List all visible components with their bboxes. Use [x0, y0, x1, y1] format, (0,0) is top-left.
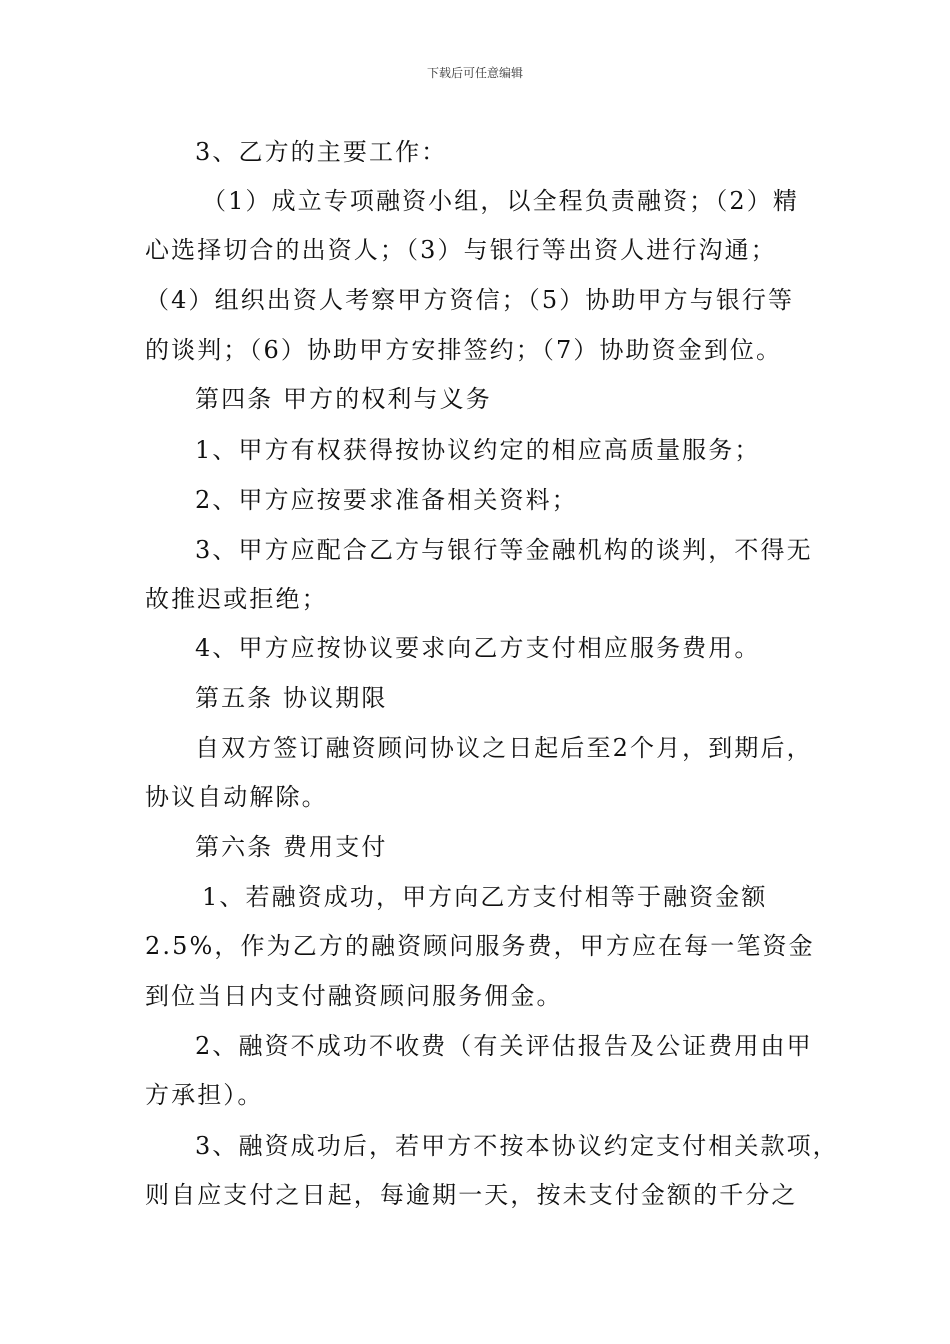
- body-line: （1）成立专项融资小组，以全程负责融资；（2）精: [202, 187, 799, 215]
- body-line: 故推迟或拒绝；: [145, 585, 328, 613]
- body-line: 协议自动解除。: [145, 783, 328, 811]
- body-line: 3、乙方的主要工作：: [195, 138, 448, 166]
- body-line: 自双方签订融资顾问协议之日起后至2个月，到期后，: [195, 734, 813, 762]
- body-line: 心选择切合的出资人；（3）与银行等出资人进行沟通；: [145, 236, 777, 264]
- body-line: 1、甲方有权获得按协议约定的相应高质量服务；: [195, 436, 761, 464]
- body-line: 的谈判；（6）协助甲方安排签约；（7）协助资金到位。: [145, 336, 783, 364]
- body-line: 方承担）。: [145, 1081, 264, 1109]
- body-line: 2、甲方应按要求准备相关资料；: [195, 486, 578, 514]
- page-header: 下载后可任意编辑: [426, 66, 523, 80]
- body-line: 1、若融资成功，甲方向乙方支付相等于融资金额: [202, 883, 768, 911]
- body-line: （4）组织出资人考察甲方资信；（5）协助甲方与银行等: [145, 286, 795, 314]
- body-line: 2、融资不成功不收费（有关评估报告及公证费用由甲: [195, 1032, 813, 1060]
- body-line: 4、甲方应按协议要求向乙方支付相应服务费用。: [195, 634, 761, 662]
- section-heading: 第六条 费用支付: [195, 833, 388, 861]
- body-line: 到位当日内支付融资顾问服务佣金。: [145, 982, 563, 1010]
- body-line: 3、融资成功后，若甲方不按本协议约定支付相关款项，: [195, 1132, 839, 1160]
- section-heading: 第五条 协议期限: [195, 684, 388, 712]
- body-line: 则自应支付之日起，每逾期一天，按未支付金额的千分之: [145, 1181, 798, 1209]
- section-heading: 第四条 甲方的权利与义务: [195, 385, 492, 413]
- body-line: 2.5%，作为乙方的融资顾问服务费，甲方应在每一笔资金: [145, 932, 815, 960]
- body-line: 3、甲方应配合乙方与银行等金融机构的谈判，不得无: [195, 536, 813, 564]
